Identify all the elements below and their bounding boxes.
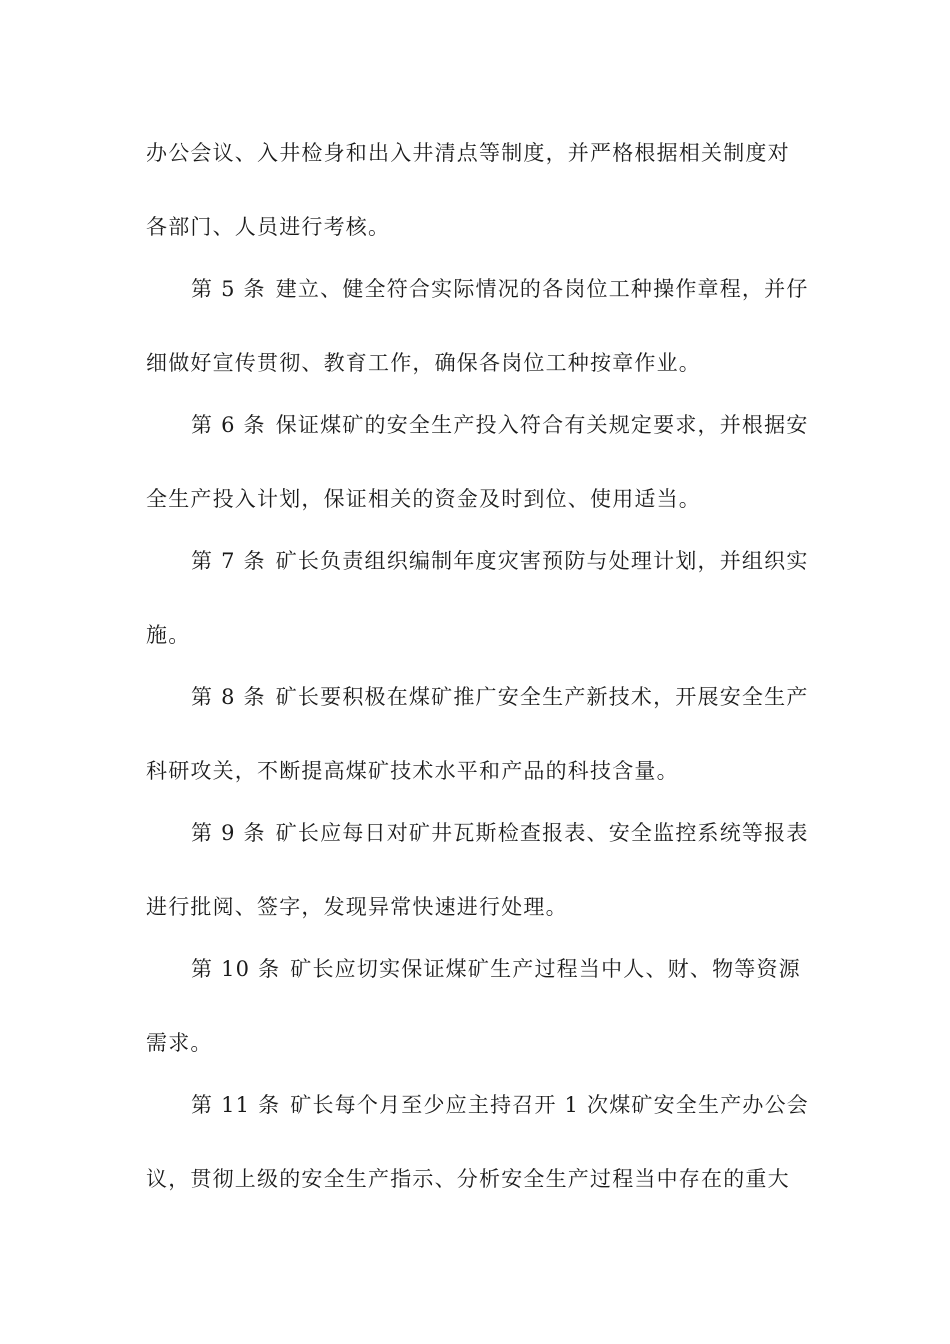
article-text: 保证煤矿的安全生产投入符合有关规定要求，并根据安 <box>275 413 809 437</box>
text-line: 需求。 <box>146 1031 213 1055</box>
article-number: 第 9 条 <box>191 821 266 845</box>
article-7 <box>191 547 809 575</box>
article-number: 第 10 条 <box>191 957 281 981</box>
text-line: 施。 <box>146 623 191 647</box>
article-text: 矿长负责组织编制年度灾害预防与处理计划，并组织实 <box>275 549 809 573</box>
article-11 <box>191 1091 809 1119</box>
text-line: 细做好宣传贯彻、教育工作，确保各岗位工种按章作业。 <box>146 351 701 375</box>
article-5 <box>191 275 809 303</box>
article-text: 矿长应每日对矿井瓦斯检查报表、安全监控系统等报表 <box>275 821 809 845</box>
text-line: 议，贯彻上级的安全生产指示、分析安全生产过程当中存在的重大 <box>146 1167 790 1191</box>
article-text: 矿长每个月至少应主持召开 1 次煤矿安全生产办公会 <box>290 1093 809 1117</box>
article-6 <box>191 411 809 439</box>
article-9 <box>191 819 809 847</box>
article-number: 第 7 条 <box>191 549 266 573</box>
article-number: 第 11 条 <box>191 1093 281 1117</box>
article-number: 第 8 条 <box>191 685 266 709</box>
text-line: 科研攻关，不断提高煤矿技术水平和产品的科技含量。 <box>146 759 679 783</box>
text-line: 全生产投入计划，保证相关的资金及时到位、使用适当。 <box>146 487 701 511</box>
article-8 <box>191 683 809 711</box>
article-number: 第 6 条 <box>191 413 266 437</box>
article-number: 第 5 条 <box>191 277 266 301</box>
text-line: 办公会议、入井检身和出入井清点等制度，并严格根据相关制度对 <box>146 141 790 165</box>
text-line: 各部门、人员进行考核。 <box>146 215 391 239</box>
article-text: 矿长应切实保证煤矿生产过程当中人、财、物等资源 <box>290 957 801 981</box>
article-text: 建立、健全符合实际情况的各岗位工种操作章程，并仔 <box>275 277 809 301</box>
text-line: 进行批阅、签字，发现异常快速进行处理。 <box>146 895 568 919</box>
article-text: 矿长要积极在煤矿推广安全生产新技术，开展安全生产 <box>275 685 809 709</box>
article-10 <box>191 955 806 983</box>
